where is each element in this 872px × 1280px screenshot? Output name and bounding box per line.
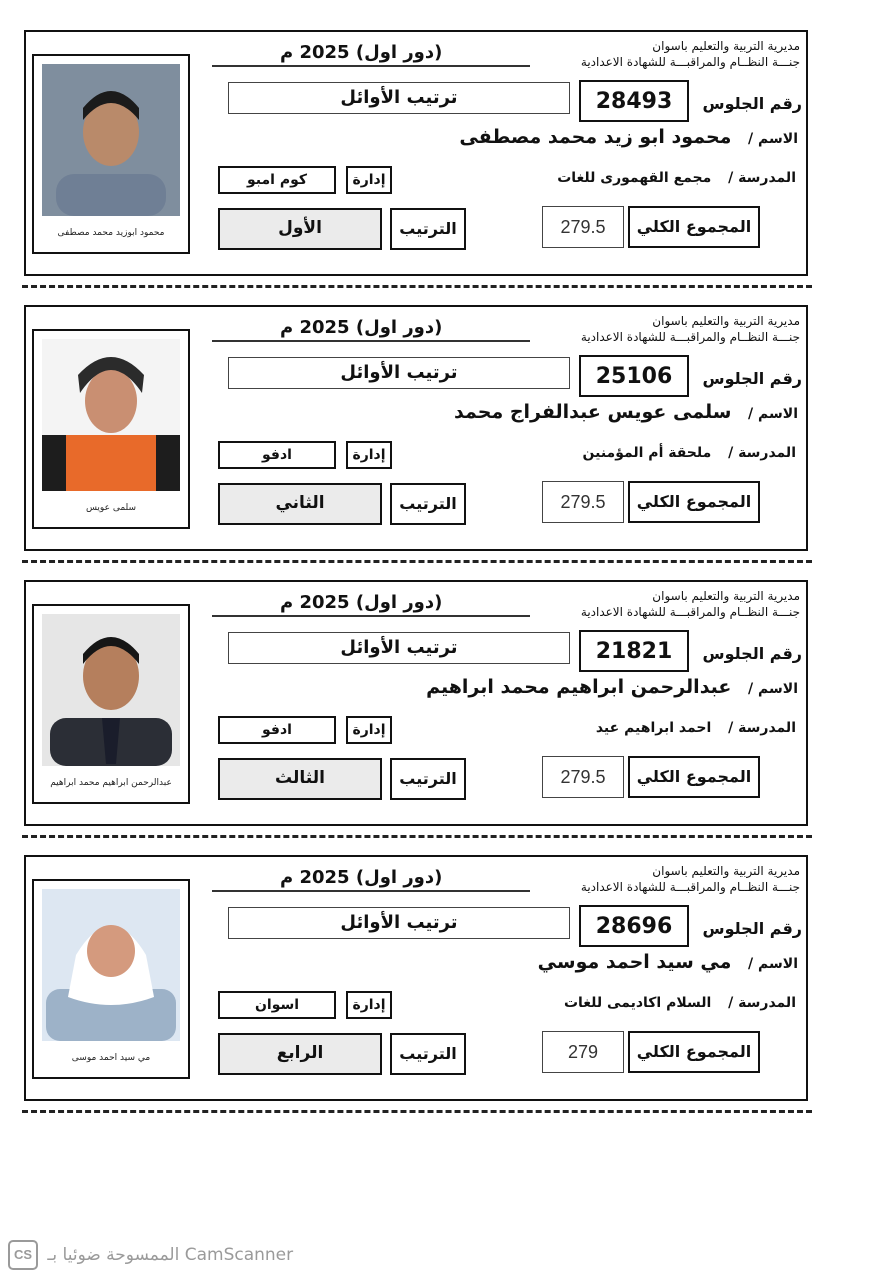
committee-text: جنـــة النظــام والمراقبـــة للشهادة الاعدادية (580, 330, 800, 344)
student-photo-image (42, 339, 180, 491)
admin-label: إدارة (346, 716, 392, 744)
rank-value: الرابع (218, 1033, 382, 1075)
student-name-row (426, 676, 798, 698)
card-separator (22, 1110, 812, 1113)
student-name-row (454, 401, 798, 423)
divider-line (212, 65, 530, 67)
camscanner-logo-icon: CS (8, 1240, 38, 1270)
school-row (583, 445, 796, 461)
school-name: السلام اكاديمى للغات (563, 995, 712, 1011)
rank-label: الترتيب (390, 483, 466, 525)
student-photo (42, 339, 180, 491)
directorate-text: مديرية التربية والتعليم باسوان (652, 39, 800, 53)
total-score: 279 (542, 1031, 624, 1073)
seat-label: رقم الجلوس (702, 644, 802, 663)
seat-label: رقم الجلوس (702, 369, 802, 388)
name-label: الاسم / (748, 681, 798, 697)
card-separator (22, 835, 812, 838)
photo-caption: سلمى عويس (85, 503, 137, 513)
school-name: مجمع القهمورى للغات (557, 170, 712, 186)
seat-number: 25106 (579, 355, 689, 397)
admin-label: إدارة (346, 991, 392, 1019)
committee-text: جنـــة النظــام والمراقبـــة للشهادة الاعدادية (580, 55, 800, 69)
directorate-text: مديرية التربية والتعليم باسوان (652, 314, 800, 328)
seat-label: رقم الجلوس (702, 94, 802, 113)
divider-line (212, 890, 530, 892)
school-name: ملحقة أم المؤمنين (582, 445, 712, 461)
camscanner-text: الممسوحة ضوئيا بـ CamScanner (47, 1245, 294, 1265)
total-score: 279.5 (542, 206, 624, 248)
divider-line (212, 615, 530, 617)
school-label: المدرسة / (728, 995, 796, 1011)
student-name-row (459, 126, 798, 148)
header-ministry (500, 863, 800, 895)
rank-value: الثالث (218, 758, 382, 800)
header-ministry (500, 313, 800, 345)
exam-round: (دور اول) 2025 م (280, 42, 443, 63)
school-label: المدرسة / (728, 720, 796, 736)
student-photo-frame (32, 604, 190, 804)
admin-value: اسوان (218, 991, 336, 1019)
name-label: الاسم / (748, 406, 798, 422)
student-card-2 (24, 305, 808, 551)
divider-line (212, 340, 530, 342)
photo-caption: عبدالرحمن ابراهيم محمد ابراهيم (50, 778, 172, 788)
school-label: المدرسة / (728, 170, 796, 186)
school-label: المدرسة / (728, 445, 796, 461)
admin-value: كوم امبو (218, 166, 336, 194)
header-ministry (500, 38, 800, 70)
student-photo (42, 614, 180, 766)
student-photo-frame (32, 879, 190, 1079)
school-row (596, 720, 796, 736)
student-photo-frame (32, 54, 190, 254)
seat-number: 28493 (579, 80, 689, 122)
student-photo-frame (32, 329, 190, 529)
school-row (564, 995, 796, 1011)
total-label: المجموع الكلي (628, 1031, 760, 1073)
student-photo-image (42, 614, 180, 766)
rank-value: الأول (218, 208, 382, 250)
card-separator (22, 560, 812, 563)
student-name-row (538, 951, 798, 973)
photo-caption: محمود ابوزيد محمد مصطفى (57, 228, 165, 238)
school-name: احمد ابراهيم عيد (595, 720, 712, 736)
committee-text: جنـــة النظــام والمراقبـــة للشهادة الاعدادية (580, 880, 800, 894)
student-photo (42, 889, 180, 1041)
admin-label: إدارة (346, 166, 392, 194)
student-name: عبدالرحمن ابراهيم محمد ابراهيم (426, 676, 732, 698)
name-label: الاسم / (748, 131, 798, 147)
name-label: الاسم / (748, 956, 798, 972)
total-score: 279.5 (542, 756, 624, 798)
rank-label: الترتيب (390, 208, 466, 250)
ranking-title: ترتيب الأوائل (228, 907, 570, 939)
exam-round: (دور اول) 2025 م (280, 592, 443, 613)
admin-value: ادفو (218, 441, 336, 469)
school-row (557, 170, 796, 186)
camscanner-watermark (8, 1240, 293, 1270)
student-photo (42, 64, 180, 216)
total-label: المجموع الكلي (628, 756, 760, 798)
card-separator (22, 285, 812, 288)
committee-text: جنـــة النظــام والمراقبـــة للشهادة الاعدادية (580, 605, 800, 619)
student-card-4 (24, 855, 808, 1101)
seat-label: رقم الجلوس (702, 919, 802, 938)
student-name: مي سيد احمد موسي (537, 951, 732, 973)
admin-label: إدارة (346, 441, 392, 469)
directorate-text: مديرية التربية والتعليم باسوان (652, 864, 800, 878)
exam-round: (دور اول) 2025 م (280, 867, 443, 888)
ranking-title: ترتيب الأوائل (228, 82, 570, 114)
exam-round: (دور اول) 2025 م (280, 317, 443, 338)
header-ministry (500, 588, 800, 620)
rank-label: الترتيب (390, 758, 466, 800)
seat-number: 21821 (579, 630, 689, 672)
student-photo-image (42, 64, 180, 216)
total-label: المجموع الكلي (628, 206, 760, 248)
ranking-title: ترتيب الأوائل (228, 357, 570, 389)
rank-value: الثاني (218, 483, 382, 525)
admin-value: ادفو (218, 716, 336, 744)
student-photo-image (42, 889, 180, 1041)
rank-label: الترتيب (390, 1033, 466, 1075)
seat-number: 28696 (579, 905, 689, 947)
photo-caption: مي سيد احمد موسى (71, 1053, 151, 1063)
total-score: 279.5 (542, 481, 624, 523)
ranking-title: ترتيب الأوائل (228, 632, 570, 664)
student-card-1 (24, 30, 808, 276)
student-name: محمود ابو زيد محمد مصطفى (459, 126, 732, 148)
directorate-text: مديرية التربية والتعليم باسوان (652, 589, 800, 603)
student-name: سلمى عويس عبدالفراج محمد (454, 401, 732, 423)
total-label: المجموع الكلي (628, 481, 760, 523)
student-card-3 (24, 580, 808, 826)
